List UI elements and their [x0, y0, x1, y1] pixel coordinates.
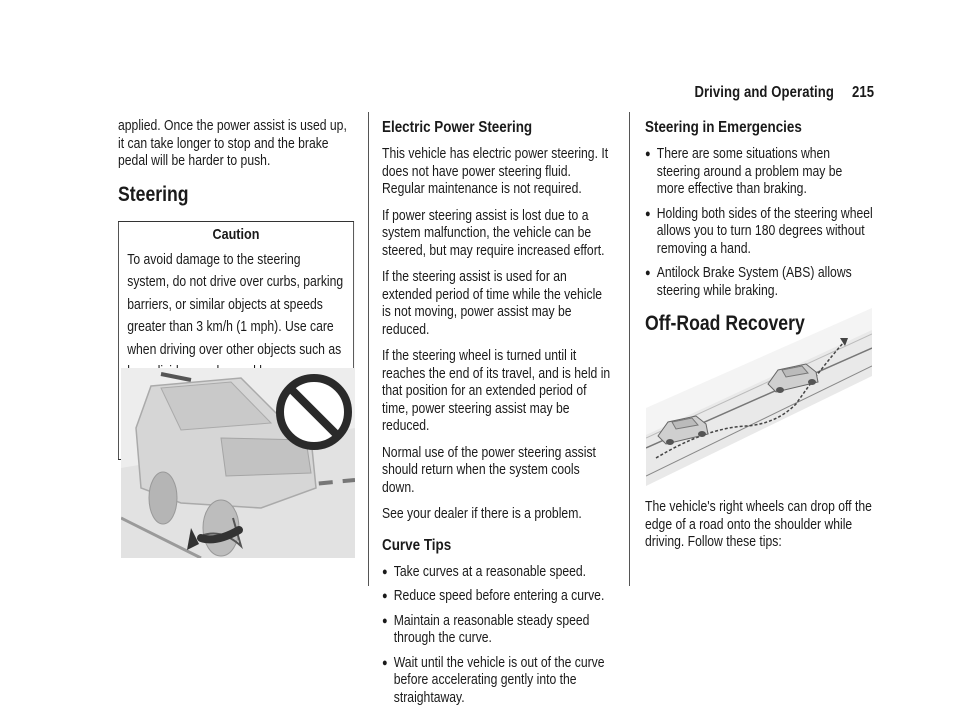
bullet-icon: ● [382, 590, 388, 602]
caution-title: Caution [212, 225, 260, 243]
list-item: ● Wait until the vehicle is out of the curve before accelerating gently into the straightaway. [382, 654, 605, 706]
eps-paragraph: See your dealer if there is a problem. [382, 506, 582, 522]
column-divider [368, 112, 369, 586]
bullet-icon: ● [382, 565, 388, 578]
intro-paragraph: applied. Once the power assist is used up, it can take longer to stop and the brake pedal will be harder to push. [118, 118, 347, 169]
bullet-icon: ● [645, 148, 651, 160]
bullet-icon: ● [382, 656, 388, 669]
list-item: ● Maintain a reasonable steady speed through the curve. [382, 612, 590, 646]
off-road-recovery-heading: Off-Road Recovery [645, 312, 805, 335]
list-item: ● There are some situations when steering around a problem may be more effective than braking. [645, 146, 843, 197]
curve-tips-list [382, 564, 614, 708]
eps-paragraph: Normal use of the power steering assist should return when the system cools down. [382, 444, 596, 496]
curve-tips-heading: Curve Tips [382, 536, 452, 554]
eps-paragraph: If the steering assist is used for an extended period of time while the vehicle is not moving, power assist may be reduced. [382, 269, 603, 338]
list-item: ● Holding both sides of the steering wheel allows you to turn 180 degrees without removing a hand. [645, 205, 873, 257]
steering-heading: Steering [118, 182, 189, 206]
list-item: ● Reduce speed before entering a curve. [382, 588, 605, 604]
bullet-icon: ● [645, 207, 651, 220]
eps-paragraph: If power steering assist is lost due to a system malfunction, the vehicle can be steered, but may require increased effort. [382, 207, 605, 259]
emergencies-heading: Steering in Emergencies [645, 119, 802, 136]
caution-text: To avoid damage to the steering system, do not drive over curbs, parking barriers, or similar objects at speeds greater than 3 km/h (1 mph). Use care when driving over other objects such as [127, 251, 344, 358]
column-2 [382, 118, 614, 717]
page-number: 215 [851, 84, 874, 101]
eps-paragraph: This vehicle has electric power steering. It does not have power steering fluid. Regular maintenance is not required. [382, 146, 609, 197]
section-title: Driving and Operating [694, 84, 834, 101]
bullet-icon: ● [645, 267, 651, 279]
column-divider [629, 112, 630, 586]
curb-damage-illustration [121, 368, 355, 558]
column-3-bottom [645, 499, 873, 561]
off-road-recovery-illustration [646, 308, 872, 486]
off-road-paragraph: The vehicle's right wheels can drop off the edge of a road onto the shoulder while driving. Follow these tips: [645, 499, 872, 550]
page-header [694, 84, 874, 102]
list-item: ● Antilock Brake System (ABS) allows steering while braking. [645, 265, 852, 299]
list-item: ● Take curves at a reasonable speed. [382, 563, 587, 580]
emergencies-list [645, 146, 873, 300]
bullet-icon: ● [382, 614, 388, 627]
eps-paragraph: If the steering wheel is turned until it reaches the end of its travel, and is held in that position for an extended period of time, power steering assist may be reduced. [382, 348, 611, 434]
eps-heading: Electric Power Steering [382, 119, 533, 136]
